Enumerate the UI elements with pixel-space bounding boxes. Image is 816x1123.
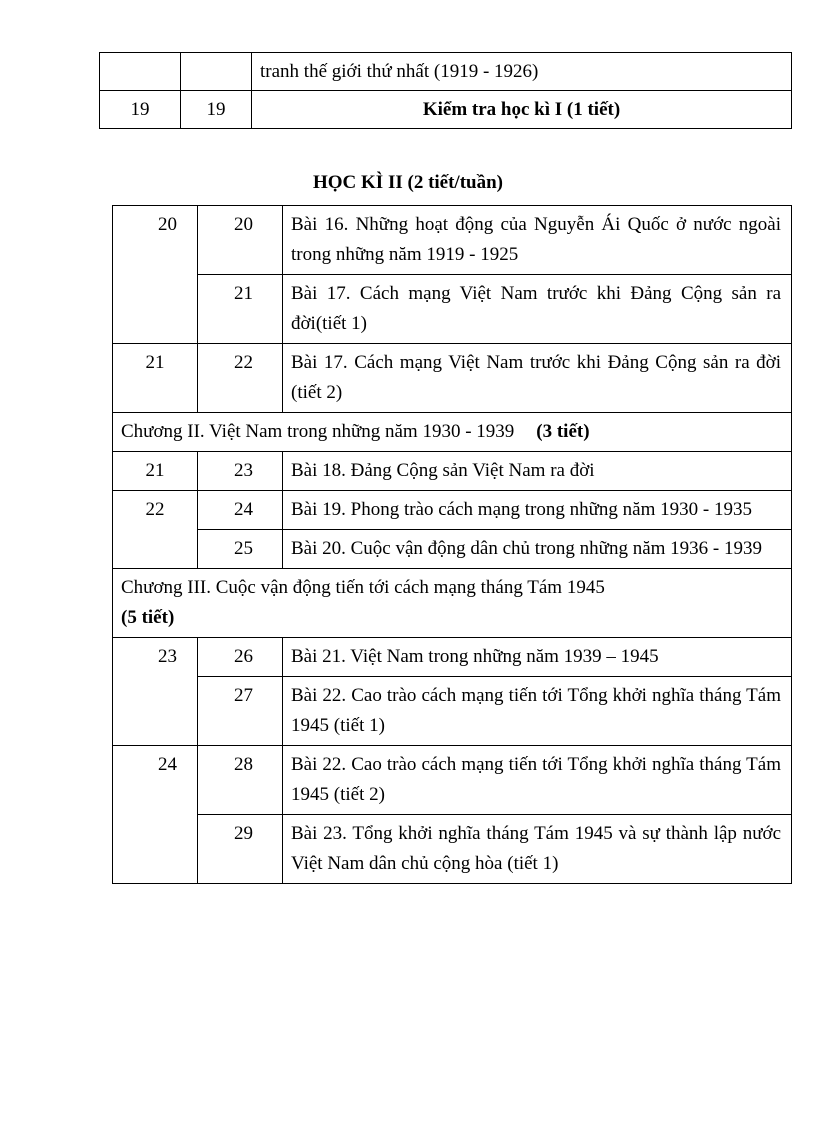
period-cell: 27 xyxy=(198,677,283,746)
table-row xyxy=(113,530,792,569)
lesson-cell: Bài 22. Cao trào cách mạng tiến tới Tổng khởi nghĩa tháng Tám 1945 (tiết 2) xyxy=(283,746,792,815)
week-cell: 19 xyxy=(100,91,181,129)
chapter-row xyxy=(113,413,792,452)
period-cell: 23 xyxy=(198,452,283,491)
semester-title: HỌC KÌ II (2 tiết/tuần) xyxy=(313,172,503,193)
lesson-cell: Bài 22. Cao trào cách mạng tiến tới Tổng khởi nghĩa tháng Tám 1945 (tiết 1) xyxy=(283,677,792,746)
table-row xyxy=(113,491,792,530)
lesson-cell: Bài 20. Cuộc vận động dân chủ trong những năm 1936 - 1939 xyxy=(283,530,792,569)
chapter-periods: (5 tiết) xyxy=(121,607,175,628)
week-cell: 22 xyxy=(113,491,198,530)
table-row xyxy=(100,53,792,91)
week-cell xyxy=(113,275,198,344)
week-cell: 24 xyxy=(113,746,198,815)
period-cell: 29 xyxy=(198,815,283,884)
week-cell xyxy=(113,815,198,884)
table-row xyxy=(113,746,792,815)
week-cell: 23 xyxy=(113,638,198,677)
period-cell: 21 xyxy=(198,275,283,344)
table-row xyxy=(113,638,792,677)
table-row xyxy=(113,206,792,275)
top-schedule-table xyxy=(99,52,792,129)
period-cell xyxy=(181,53,252,91)
week-cell: 20 xyxy=(113,206,198,275)
period-cell: 24 xyxy=(198,491,283,530)
lesson-cell: Bài 16. Những hoạt động của Nguyễn Ái Quốc ở nước ngoài trong những năm 1919 - 1925 xyxy=(283,206,792,275)
lesson-cell: Bài 17. Cách mạng Việt Nam trước khi Đảng Cộng sản ra đời (tiết 2) xyxy=(283,344,792,413)
table-row xyxy=(100,91,792,129)
table-row xyxy=(113,344,792,413)
table-row xyxy=(113,275,792,344)
table-row xyxy=(113,677,792,746)
table-row xyxy=(113,815,792,884)
period-cell: 25 xyxy=(198,530,283,569)
lesson-cell: Bài 18. Đảng Cộng sản Việt Nam ra đời xyxy=(283,452,792,491)
lesson-cell: Bài 17. Cách mạng Việt Nam trước khi Đảng Cộng sản ra đời(tiết 1) xyxy=(283,275,792,344)
chapter-title: Chương III. Cuộc vận động tiến tới cách mạng tháng Tám 1945 xyxy=(121,577,605,598)
week-cell xyxy=(113,530,198,569)
week-cell xyxy=(100,53,181,91)
exam-lesson-cell: Kiểm tra học kì I (1 tiết) xyxy=(252,91,792,129)
lesson-cell: tranh thế giới thứ nhất (1919 - 1926) xyxy=(252,53,792,91)
week-cell: 21 xyxy=(113,452,198,491)
lesson-cell: Bài 19. Phong trào cách mạng trong những năm 1930 - 1935 xyxy=(283,491,792,530)
chapter-heading xyxy=(113,413,792,452)
period-cell: 22 xyxy=(198,344,283,413)
semester-schedule-table xyxy=(112,205,792,884)
table-row xyxy=(113,452,792,491)
chapter-title: Chương II. Việt Nam trong những năm 1930 - 1939 xyxy=(121,421,515,442)
chapter-heading xyxy=(113,569,792,638)
week-cell: 21 xyxy=(113,344,198,413)
week-cell xyxy=(113,677,198,746)
chapter-row xyxy=(113,569,792,638)
period-cell: 20 xyxy=(198,206,283,275)
period-cell: 28 xyxy=(198,746,283,815)
lesson-cell: Bài 23. Tổng khởi nghĩa tháng Tám 1945 và sự thành lập nước Việt Nam dân chủ cộng hòa (tiết 1) xyxy=(283,815,792,884)
period-cell: 26 xyxy=(198,638,283,677)
chapter-periods: (3 tiết) xyxy=(536,421,590,442)
period-cell: 19 xyxy=(181,91,252,129)
lesson-cell: Bài 21. Việt Nam trong những năm 1939 – 1945 xyxy=(283,638,792,677)
